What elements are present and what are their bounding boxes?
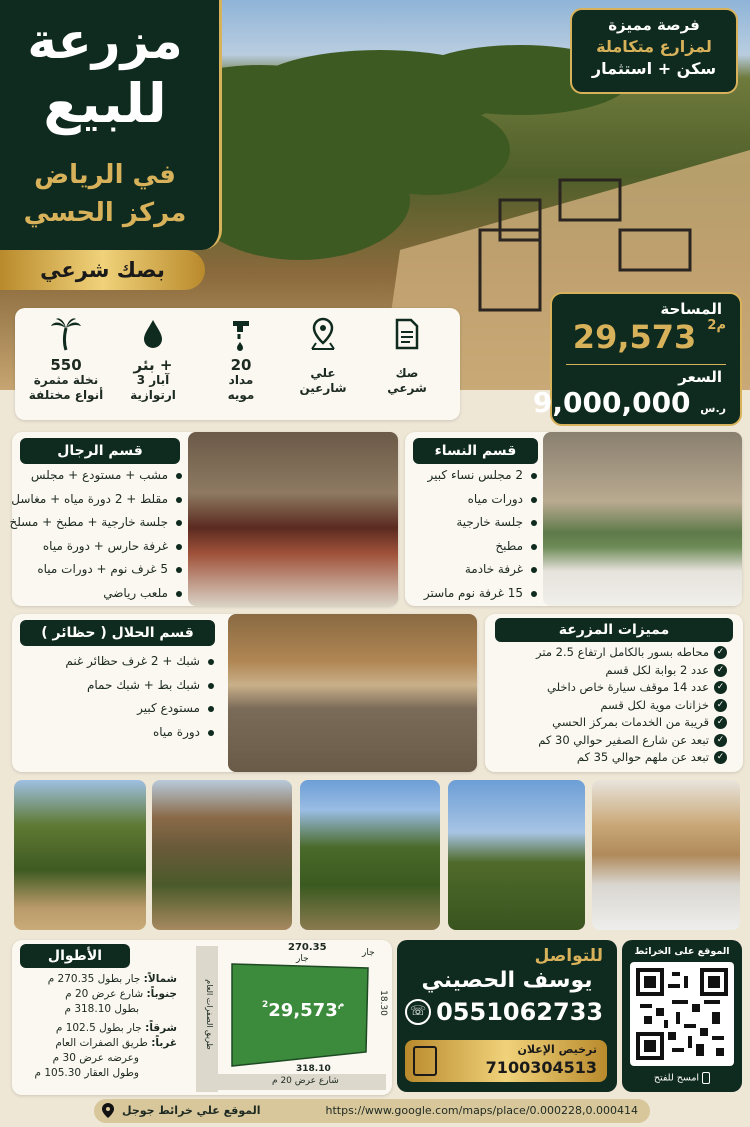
document-icon	[367, 314, 447, 354]
plot-top-right-neighbor: جار	[362, 948, 375, 958]
area-value-row	[573, 318, 726, 356]
plot-area-unit: م2	[262, 1000, 345, 1010]
contact-section	[397, 940, 617, 1092]
features-strip	[15, 308, 460, 420]
men-title: قسم الرجال	[20, 438, 180, 464]
qr-caption-row	[622, 1072, 742, 1084]
area-label: المساحة	[660, 300, 722, 318]
plot-bottom-street-label: شارع عرض 20 م	[272, 1076, 339, 1086]
list-item: ✓ عدد 2 بوابة لكل قسم	[495, 662, 727, 680]
plot-area	[262, 1000, 344, 1021]
list-item: ملعب رياضي	[12, 582, 182, 606]
south-length	[7, 987, 177, 1002]
lengths-text	[7, 972, 177, 1081]
women-majlis-photo	[543, 432, 742, 606]
list-item: جلسة خارجية	[411, 511, 537, 535]
list-item: 15 غرفة نوم ماستر	[411, 582, 537, 606]
gallery-photo-trees	[300, 780, 440, 930]
promo-line1: فرصة مميزة	[608, 16, 700, 34]
men-list	[9, 464, 188, 605]
west-value-1: طريق الصفرات العام	[55, 1037, 148, 1049]
list-item: 2 مجلس نساء كبير	[411, 464, 537, 488]
hero-center: مركز الحسي	[23, 198, 187, 228]
feature-deed	[367, 308, 447, 420]
license-number: 7100304513	[485, 1058, 597, 1077]
feature-water-lines-line1: مداد	[228, 373, 254, 387]
deed-tag-text: بصك شرعي	[40, 258, 165, 282]
feature-streets	[283, 308, 363, 420]
license-icon	[413, 1046, 437, 1076]
gallery-photo-shade	[152, 780, 292, 930]
promo-line3: سكن + استثمار	[591, 59, 717, 78]
footer-map-label: الموقع علي خرائط جوجل	[122, 1104, 261, 1117]
area-unit: م2	[707, 318, 726, 333]
qr-code-icon	[636, 968, 728, 1060]
list-item: ✓ قريبة من الخدمات بمركز الحسي	[495, 714, 727, 732]
phone-scan-icon	[702, 1072, 710, 1084]
livestock-section	[12, 614, 477, 772]
license-box	[405, 1040, 607, 1082]
promo-box	[570, 8, 738, 94]
farm-features-list	[495, 644, 727, 767]
plot-area-value: 29,573	[268, 1000, 338, 1021]
feature-deed-line2: شرعي	[387, 381, 427, 395]
farm-features-section	[485, 614, 743, 772]
list-item: مستودع كبير	[20, 697, 214, 721]
women-section	[405, 432, 742, 606]
east-length	[7, 1021, 177, 1036]
lengths-title: الأطوال	[20, 944, 130, 968]
list-item: شبك بط + شبك حمام	[20, 674, 214, 698]
list-item: مطبخ	[411, 535, 537, 559]
qr-code-image[interactable]	[630, 962, 734, 1066]
feature-wells-line1: 3 آبار	[136, 373, 170, 387]
east-label: شرقاً:	[145, 1022, 177, 1034]
list-item: ✓ محاطه بسور بالكامل ارتفاع 2.5 متر	[495, 644, 727, 662]
gallery-photo-palms	[14, 780, 146, 930]
plot-left-road-label: طريق الصفرات العام	[204, 979, 214, 1050]
list-item: ✓ تبعد عن ملهم حوالي 35 كم	[495, 749, 727, 767]
price-unit: ر.س	[700, 402, 726, 415]
west-value-3: وطول العقار 105.30 م	[34, 1067, 139, 1079]
promo-line2: لمزارع متكاملة	[596, 37, 712, 56]
list-item: غرفة خادمة	[411, 558, 537, 582]
east-value: جار بطول 102.5 م	[55, 1022, 142, 1034]
farm-features-title: مميزات المزرعة	[495, 618, 733, 642]
price-label: السعر	[678, 368, 722, 386]
livestock-title: قسم الحلال ( حظائر )	[20, 620, 215, 646]
list-item: شبك + 2 غرف حظائر غنم	[20, 650, 214, 674]
feature-wells	[113, 308, 193, 420]
list-item: جلسة خارجية + مطبخ + مسلخ	[12, 511, 182, 535]
qr-section	[622, 940, 742, 1092]
water-drop-icon	[113, 314, 193, 354]
feature-deed-line1: صك	[395, 366, 419, 380]
hero-city: في الرياض	[34, 160, 176, 190]
feature-water-lines	[201, 308, 281, 420]
list-item: دورة مياه	[20, 721, 214, 745]
feature-palms	[21, 308, 111, 420]
feature-wells-num: بئر +	[133, 356, 173, 374]
list-item: ✓ تبعد عن شارع الصفير حوالي 30 كم	[495, 732, 727, 750]
plot-top-neighbor: جار	[296, 954, 309, 964]
list-item: ✓ عدد 14 موقف سيارة خاص داخلي	[495, 679, 727, 697]
gallery-photo-kitchen	[592, 780, 740, 930]
list-item: مشب + مستودع + مجلس	[12, 464, 182, 488]
area-value: 29,573	[572, 318, 697, 356]
phone-icon: ☏	[405, 999, 431, 1025]
south-value-2: بطول 318.10 م	[64, 1003, 139, 1015]
men-section	[9, 432, 398, 606]
feature-palms-line1: نخلة مثمرة	[33, 373, 99, 387]
west-length	[7, 1036, 177, 1051]
feature-water-lines-line2: مويه	[227, 388, 255, 402]
women-list	[411, 464, 543, 605]
plot-top-length: 270.35	[288, 942, 327, 953]
area-price-box	[532, 292, 742, 426]
footer-map-url[interactable]: https://www.google.com/maps/place/0.000228,0.000414	[325, 1104, 638, 1117]
list-item: غرفة حارس + دورة مياه	[12, 535, 182, 559]
feature-water-lines-num: 20	[230, 356, 252, 374]
map-pin-icon	[102, 1103, 114, 1118]
north-value: جار بطول 270.35 م	[47, 973, 141, 985]
list-item: ✓ خزانات موية لكل قسم	[495, 697, 727, 715]
north-length	[7, 972, 177, 987]
women-title: قسم النساء	[413, 438, 538, 464]
qr-caption: امسح للفتح	[653, 1072, 700, 1084]
gallery-photo-grove	[448, 780, 585, 930]
plot-right-length: 18.30	[377, 990, 388, 1016]
price-value-row	[533, 386, 726, 419]
qr-title: الموقع على الخرائط	[634, 946, 730, 957]
price-value: 9,000,000	[532, 386, 691, 419]
list-item: مقلط + 2 دورة مياه + مغاسل	[12, 488, 182, 512]
list-item: دورات مياه	[411, 488, 537, 512]
livestock-list	[20, 650, 220, 744]
feature-wells-line2: ارتوازية	[130, 388, 176, 402]
water-tap-icon	[201, 314, 281, 354]
lengths-section	[12, 940, 392, 1095]
feature-palms-num: 550	[50, 356, 82, 374]
contact-phone-row[interactable]	[405, 998, 613, 1032]
license-label: ترخيص الإعلان	[517, 1043, 597, 1056]
west-label: غرباً:	[151, 1037, 177, 1049]
feature-streets-line1: علي	[310, 366, 336, 380]
hero-title-line2: للبيع	[43, 72, 167, 135]
north-label: شمالاً:	[143, 973, 177, 985]
contact-phone[interactable]: 0551062733	[436, 998, 604, 1026]
livestock-pens-photo	[228, 614, 477, 772]
plot-diagram	[192, 940, 392, 1095]
contact-title: للتواصل	[534, 946, 603, 966]
feature-streets-line2: شارعين	[299, 381, 347, 395]
plot-bottom-length: 318.10	[296, 1064, 331, 1074]
contact-name: يوسف الحصيني	[421, 968, 593, 993]
hero-title-line1: مزرعة	[27, 12, 183, 70]
south-value-1: شارع عرض 20 م	[65, 988, 144, 1000]
west-value-2: وعرضه عرض 30 م	[52, 1052, 139, 1064]
men-majlis-photo	[188, 432, 398, 606]
list-item: 5 غرف نوم + دورات مياه	[12, 558, 182, 582]
location-pin-icon	[283, 314, 363, 354]
footer-map-bar[interactable]	[94, 1099, 650, 1123]
palm-tree-icon	[21, 314, 111, 354]
south-label: جنوباً:	[146, 988, 177, 1000]
feature-palms-line2: أنواع مختلفة	[28, 388, 104, 402]
hero-title-panel	[0, 0, 222, 250]
deed-tag	[0, 250, 205, 290]
